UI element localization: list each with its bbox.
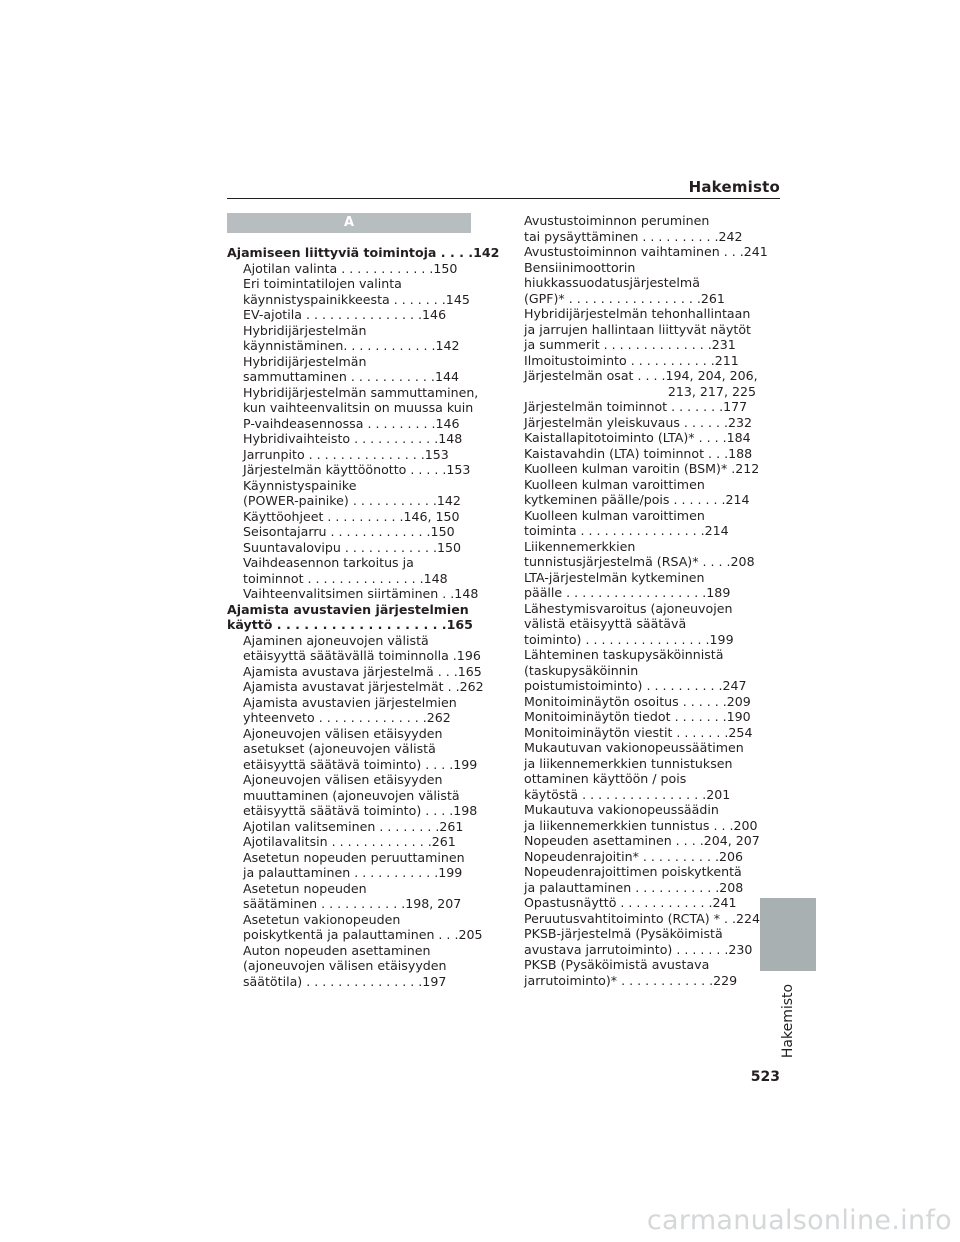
index-entry: säätötila) . . . . . . . . . . . . . . .197 (243, 973, 447, 989)
index-entry: Hybridijärjestelmän sammuttaminen, (243, 384, 479, 400)
index-entry: Asetetun nopeuden (243, 880, 367, 896)
index-entry: (ajoneuvojen välisen etäisyyden (243, 958, 447, 973)
page-number: 523 (750, 1069, 780, 1085)
index-entry: PKSB-järjestelmä (Pysäköimistä (524, 926, 723, 941)
index-entry: Kaistavahdin (LTA) toiminnot . . .188 (524, 445, 753, 461)
header-rule (227, 198, 780, 199)
index-entry: Ajamiseen liittyviä toimintoja . . . .142 (227, 245, 500, 260)
index-entry: hiukkassuodatusjärjestelmä (524, 275, 700, 290)
index-entry: yhteenveto . . . . . . . . . . . . . .262 (243, 710, 451, 725)
index-entry: Ajotilan valitseminen . . . . . . . .261 (243, 818, 464, 834)
index-entry: EV-ajotila . . . . . . . . . . . . . . .146 (243, 307, 447, 322)
index-entry: Asetetun nopeuden peruuttaminen (243, 849, 465, 865)
index-entry: Ajaminen ajoneuvojen välistä (243, 632, 429, 648)
watermark-text: carmanualsonline.info (646, 1205, 952, 1236)
index-entry: Käynnistyspainike (243, 477, 357, 493)
index-entry: (POWER-painike) . . . . . . . . . . .142 (243, 493, 461, 508)
index-entry: Vaihdeasennon tarkoitus ja (243, 555, 414, 570)
index-entry: Ajoneuvojen välisen etäisyyden (243, 725, 443, 741)
index-entry: kun vaihteenvalitsin on muussa kuin (243, 400, 474, 415)
page-header-title: Hakemisto (688, 178, 780, 196)
index-entry: toiminnot . . . . . . . . . . . . . . .148 (243, 570, 448, 586)
index-entry: jarrutoiminto)* . . . . . . . . . . . .229 (524, 972, 738, 988)
index-entry: etäisyyttä säätävä toiminto) . . . .199 (243, 756, 478, 772)
index-entry: Seisontajarru . . . . . . . . . . . . .150 (243, 524, 455, 539)
index-entry: ja jarrujen hallintaan liittyvät näytöt (524, 321, 751, 337)
index-entry: Kuolleen kulman varoitin (BSM)* .212 (524, 461, 760, 476)
index-entry: avustava jarrutoiminto) . . . . . . .230 (524, 941, 753, 957)
chapter-tab (760, 898, 816, 971)
chapter-tab-label: Hakemisto (780, 983, 796, 1059)
index-entry: Ajamista avustavat järjestelmät . .262 (243, 679, 484, 694)
index-entry: Monitoiminäytön tiedot . . . . . . .190 (524, 709, 751, 724)
index-entry: Liikennemerkkien (524, 538, 636, 554)
index-entry: Opastusnäyttö . . . . . . . . . . . .241 (524, 895, 737, 910)
index-entry: Monitoiminäytön osoitus . . . . . .209 (524, 693, 751, 709)
index-entry: Auton nopeuden asettaminen (243, 942, 431, 958)
index-entry: Jarrunpito . . . . . . . . . . . . . . .153 (243, 446, 449, 462)
index-entry: Hybridijärjestelmän tehonhallintaan (524, 306, 751, 321)
index-entry: ottaminen käyttöön / pois (524, 771, 687, 786)
index-entry: Ajamista avustavien järjestelmien (243, 694, 457, 710)
index-entry: poistumistoiminto) . . . . . . . . . .247 (524, 678, 747, 693)
index-entry: päälle . . . . . . . . . . . . . . . . . .189 (524, 585, 731, 600)
index-entry: Avustustoiminnon peruminen (524, 213, 710, 228)
index-entry: PKSB (Pysäköimistä avustava (524, 957, 710, 972)
index-entry: Nopeudenrajoittimen poiskytkentä (524, 864, 742, 879)
index-entry: LTA-järjestelmän kytkeminen (524, 569, 705, 585)
index-entry: toiminto) . . . . . . . . . . . . . . . .199 (524, 631, 734, 647)
right-entries (524, 213, 768, 988)
index-entry: toiminta . . . . . . . . . . . . . . . .214 (524, 523, 729, 538)
index-entry: ja summerit . . . . . . . . . . . . . .231 (524, 337, 736, 352)
index-entry: Hybridivaihteisto . . . . . . . . . . .148 (243, 431, 463, 446)
index-entry: käytöstä . . . . . . . . . . . . . . . .201 (524, 786, 731, 802)
index-entry: Suuntavalovipu . . . . . . . . . . . .150 (243, 539, 462, 555)
index-entry: kytkeminen päälle/pois . . . . . . .214 (524, 492, 750, 507)
index-entry: Järjestelmän osat . . . .194, 204, 206, (524, 368, 758, 383)
index-column-right (524, 213, 768, 988)
index-entry: käynnistyspainikkeesta . . . . . . .145 (243, 291, 470, 307)
index-entry: sammuttaminen . . . . . . . . . . .144 (243, 369, 459, 384)
index-entry: etäisyyttä säätävällä toiminnolla .196 (243, 648, 481, 663)
index-entry: muuttaminen (ajoneuvojen välistä (243, 787, 460, 803)
index-entry: Hybridijärjestelmän (243, 322, 367, 338)
index-entry: Nopeuden asettaminen . . . .204, 207 (524, 833, 760, 848)
index-entry: käyttö . . . . . . . . . . . . . . . . . . .165 (227, 617, 473, 632)
index-entry: poiskytkentä ja palauttaminen . . .205 (243, 927, 483, 942)
index-entry: Ajamista avustavien järjestelmien (227, 601, 469, 617)
index-entry: Eri toimintatilojen valinta (243, 276, 402, 291)
index-entry: Järjestelmän toiminnot . . . . . . .177 (524, 399, 748, 414)
index-entry: Lähestymisvaroitus (ajoneuvojen (524, 600, 733, 616)
index-entry: tai pysäyttäminen . . . . . . . . . .242 (524, 228, 743, 244)
index-entry: asetukset (ajoneuvojen välistä (243, 741, 436, 756)
index-entry: Vaihteenvalitsimen siirtäminen . .148 (243, 586, 479, 601)
index-entry: ja palauttaminen . . . . . . . . . . .199 (243, 865, 463, 880)
left-entries (227, 245, 500, 989)
index-entry: Monitoiminäytön viestit . . . . . . .254 (524, 724, 753, 740)
index-entry: Mukautuva vakionopeussäädin (524, 802, 719, 817)
index-entry: P-vaihdeasennossa . . . . . . . . .146 (243, 415, 460, 431)
index-entry: välistä etäisyyttä säätävä (524, 616, 687, 631)
index-entry: Asetetun vakionopeuden (243, 911, 401, 927)
index-entry: (taskupysäköinnin (524, 662, 639, 678)
index-entry: Ilmoitustoiminto . . . . . . . . . . .211 (524, 352, 739, 368)
index-entry: tunnistusjärjestelmä (RSA)* . . . .208 (524, 554, 755, 569)
index-entry: Kaistallapitotoiminto (LTA)* . . . .184 (524, 430, 751, 445)
index-entry: Nopeudenrajoitin* . . . . . . . . . .206 (524, 848, 743, 864)
index-entry: 213, 217, 225 (667, 383, 756, 399)
index-entry: Kuolleen kulman varoittimen (524, 476, 705, 492)
index-entry: Ajamista avustava järjestelmä . . .165 (243, 663, 482, 679)
index-entry: käynnistäminen. . . . . . . . . . . .142 (243, 338, 460, 353)
index-entry: Bensiinimoottorin (524, 259, 636, 275)
index-entry: Järjestelmän käyttöönotto . . . . .153 (243, 462, 471, 477)
index-entry: etäisyyttä säätävä toiminto) . . . .198 (243, 803, 478, 818)
index-entry: ja palauttaminen . . . . . . . . . . .208 (524, 879, 744, 895)
index-column-left (227, 213, 500, 989)
index-entry: (GPF)* . . . . . . . . . . . . . . . . .261 (524, 290, 725, 306)
index-entry: ja liikennemerkkien tunnistuksen (524, 755, 733, 771)
index-entry: Ajoneuvojen välisen etäisyyden (243, 772, 443, 787)
index-entry: ja liikennemerkkien tunnistus . . .200 (524, 817, 758, 833)
index-entry: Hybridijärjestelmän (243, 353, 367, 369)
index-entry: säätäminen . . . . . . . . . . .198, 207 (243, 896, 462, 911)
index-entry: Kuolleen kulman varoittimen (524, 507, 705, 523)
index-entry: Ajotilan valinta . . . . . . . . . . . .150 (243, 260, 458, 276)
index-entry: Ajotilavalitsin . . . . . . . . . . . . .261 (243, 834, 456, 849)
index-entry: Järjestelmän yleiskuvaus . . . . . .232 (524, 414, 753, 430)
index-entry: Avustustoiminnon vaihtaminen . . .241 (524, 244, 768, 259)
index-entry: Mukautuvan vakionopeussäätimen (524, 740, 744, 755)
index-entry: Peruutusvahtitoiminto (RCTA) * . .224 (524, 910, 761, 926)
index-entry: Käyttöohjeet . . . . . . . . . .146, 150 (243, 508, 460, 524)
section-letter-bar: A (227, 213, 471, 233)
index-entry: Lähteminen taskupysäköinnistä (524, 647, 724, 662)
